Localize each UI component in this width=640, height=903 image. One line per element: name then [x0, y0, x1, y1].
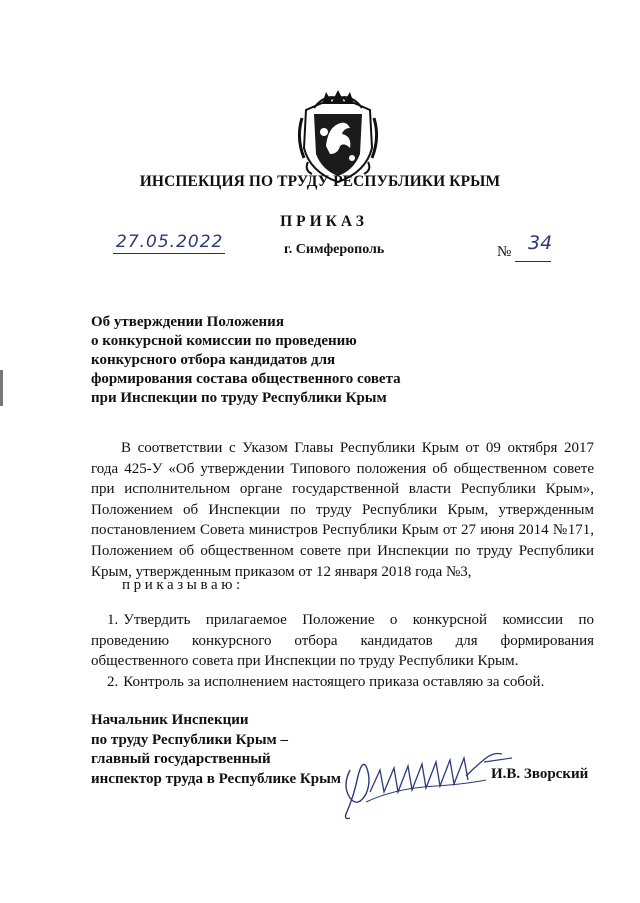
- order-city: г. Симферополь: [284, 242, 385, 257]
- position-line: главный государственный: [91, 751, 271, 767]
- number-sign: №: [497, 244, 512, 260]
- signer-position: [91, 711, 341, 789]
- item-text: Утвердить прилагаемое Положение о конкурсной комиссии по проведению конкурсного отбора кандидатов для формирования общественного совета при Инспекции по труду Республики Крым.: [91, 612, 594, 670]
- subject-line: конкурсного отбора кандидатов для: [91, 352, 336, 368]
- decree-word: приказываю:: [122, 577, 244, 593]
- order-items: [91, 610, 594, 692]
- order-number: 34: [528, 232, 553, 254]
- coat-of-arms-icon: [294, 88, 382, 184]
- subject-line: при Инспекции по труду Республики Крым: [91, 390, 387, 406]
- position-line: Начальник Инспекции: [91, 712, 249, 728]
- item-number: 2.: [107, 673, 119, 690]
- order-subject: [91, 313, 401, 408]
- date-underline: [113, 253, 225, 254]
- order-item: [91, 610, 594, 672]
- preamble-text: В соответствии с Указом Главы Республики Крым от 09 октября 2017 года 425-У «Об утверждении Типового положения об общественном совете при исполнительном органе государственной власти Республики Крым», Положением об Инспекции по труду Республики Крым, утвержденным постановлением Совета министров Республики Крым от 27 июня 2014 №171, Положением об общественном совете при Инспекции по труду Республики Крым, утвержденным приказом от 12 января 2018 года №3,: [91, 440, 594, 580]
- position-line: инспектор труда в Республике Крым: [91, 770, 342, 787]
- position-line: по труду Республики Крым –: [91, 731, 289, 748]
- order-preamble: [91, 438, 594, 582]
- subject-line: о конкурсной комиссии по проведению: [91, 333, 357, 349]
- order-date: 27.05.2022: [116, 232, 224, 252]
- scan-margin-mark: [0, 370, 3, 406]
- subject-line: Об утверждении Положения: [91, 314, 284, 330]
- document-type: ПРИКАЗ: [280, 213, 368, 230]
- organization-name: ИНСПЕКЦИЯ ПО ТРУДУ РЕСПУБЛИКИ КРЫМ: [139, 173, 501, 190]
- order-item: [91, 672, 594, 693]
- item-number: 1.: [107, 612, 119, 628]
- subject-line: формирования состава общественного совета: [91, 371, 401, 387]
- signer-name: И.В. Зворский: [491, 766, 589, 782]
- item-text: Контроль за исполнением настоящего приказа оставляю за собой.: [123, 673, 545, 690]
- handwritten-signature-icon: [336, 736, 516, 824]
- number-underline: [515, 261, 551, 262]
